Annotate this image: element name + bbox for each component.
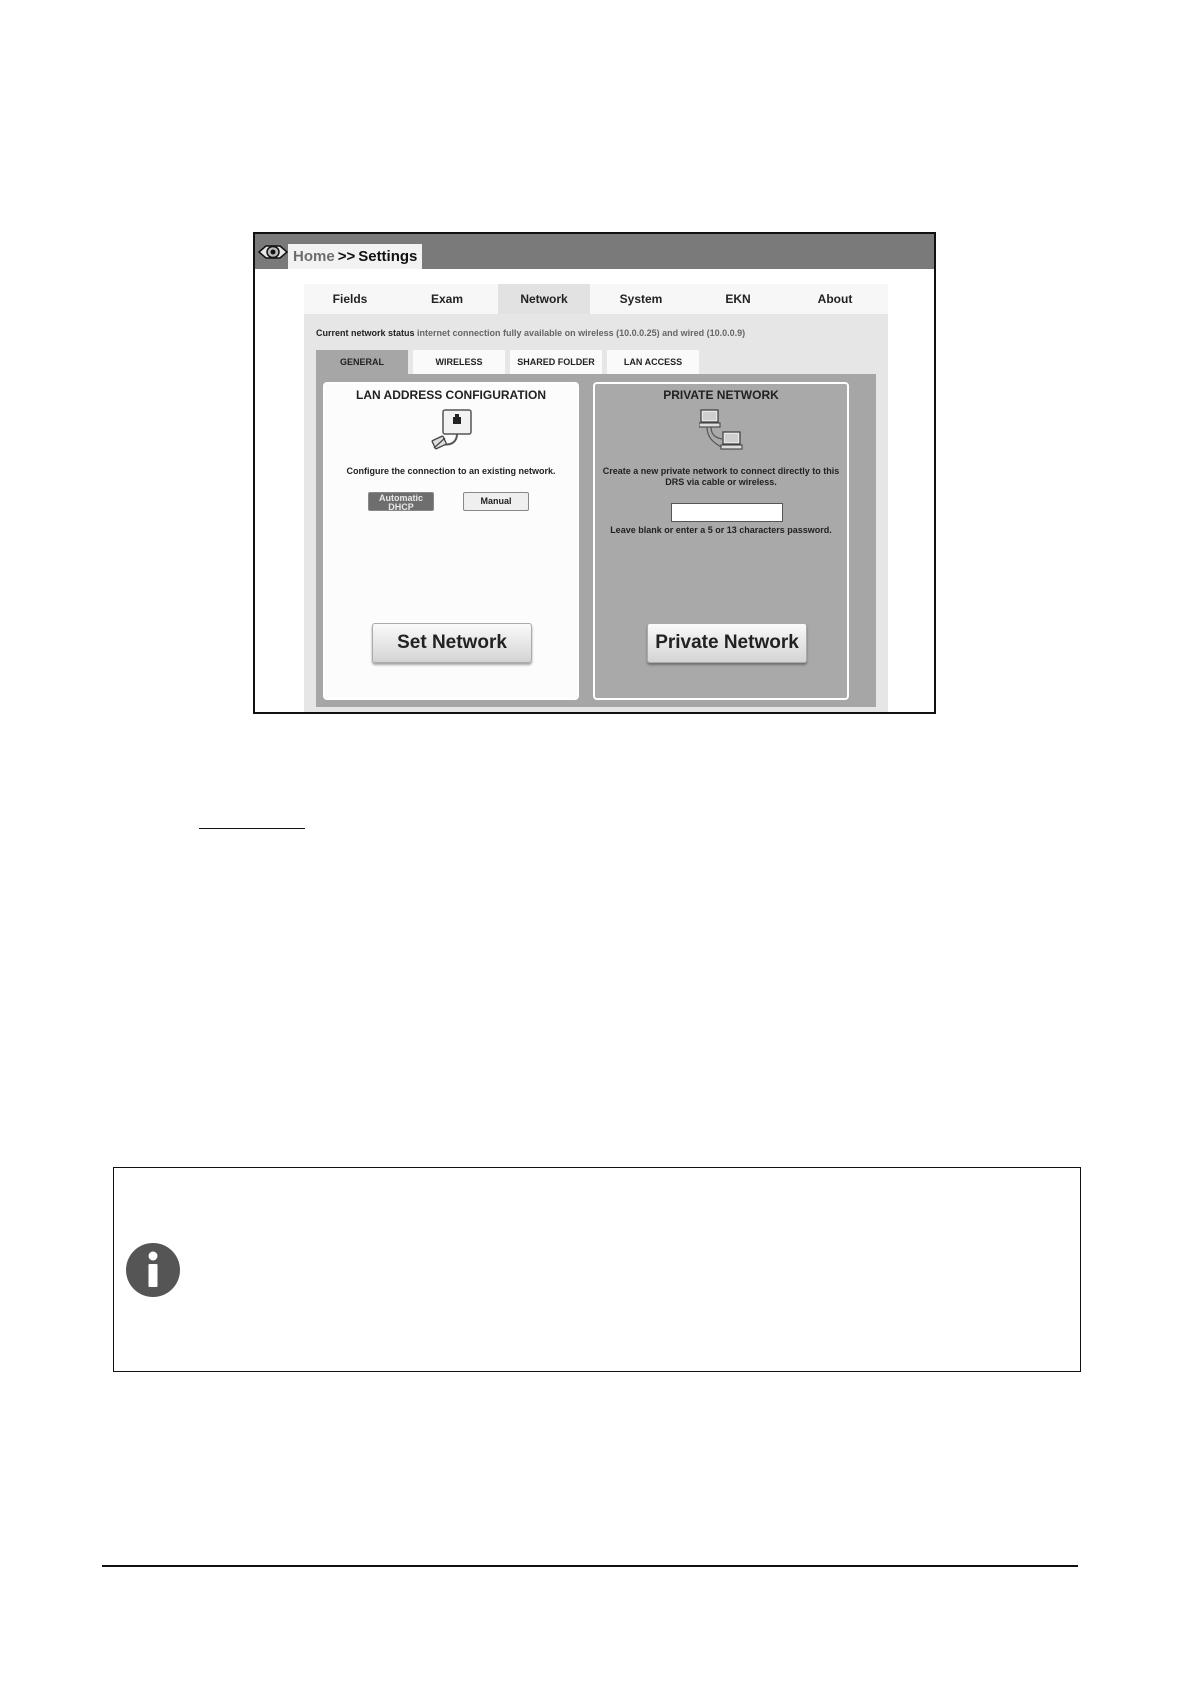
private-network-password-input[interactable]	[671, 503, 783, 522]
tab-fields[interactable]: Fields	[332, 292, 368, 306]
subtab-lan-access[interactable]: LAN ACCESS	[607, 350, 699, 374]
subtab-general[interactable]: GENERAL	[316, 350, 408, 374]
title-bar	[255, 234, 934, 269]
main-tabs	[304, 284, 888, 314]
automatic-dhcp-button[interactable]: Automatic DHCP	[368, 492, 434, 511]
eye-icon[interactable]	[258, 244, 288, 260]
private-network-description: Create a new private network to connect directly to this DRS via cable or wireless.	[602, 466, 840, 487]
network-status	[316, 328, 745, 338]
lan-config-title: LAN ADDRESS CONFIGURATION	[356, 388, 546, 402]
tab-ekn[interactable]: EKN	[725, 292, 751, 306]
settings-panel	[304, 284, 888, 714]
tab-exam[interactable]: Exam	[430, 292, 464, 306]
tab-about[interactable]: About	[817, 292, 853, 306]
info-icon	[125, 1242, 181, 1298]
network-status-label: Current network status	[316, 328, 415, 338]
network-content	[316, 374, 876, 707]
private-network-title: PRIVATE NETWORK	[663, 388, 779, 402]
breadcrumb-current: Settings	[358, 248, 418, 265]
breadcrumb-home-link[interactable]: Home	[293, 248, 335, 265]
app-screenshot	[253, 232, 936, 714]
password-hint: Leave blank or enter a 5 or 13 characters password.	[610, 525, 832, 535]
network-cable-icon	[431, 408, 475, 452]
tab-network[interactable]: Network	[498, 284, 590, 314]
breadcrumb-separator: >>	[337, 248, 356, 265]
subtab-shared-folder[interactable]: SHARED FOLDER	[510, 350, 602, 374]
tab-system[interactable]: System	[619, 292, 663, 306]
network-status-value: internet connection fully available on wireless (10.0.0.25) and wired (10.0.0.9)	[417, 328, 746, 338]
subtab-wireless[interactable]: WIRELESS	[413, 350, 505, 374]
set-network-button[interactable]: Set Network	[372, 623, 532, 663]
lan-config-description: Configure the connection to an existing network.	[346, 466, 556, 476]
footer-divider	[102, 1565, 1078, 1567]
info-note-box	[113, 1167, 1081, 1372]
link-underline	[199, 828, 305, 829]
private-network-box	[593, 382, 849, 700]
lan-config-box	[323, 382, 579, 700]
private-network-button[interactable]: Private Network	[647, 623, 807, 663]
breadcrumb	[288, 244, 422, 269]
computers-link-icon	[699, 408, 743, 452]
manual-button[interactable]: Manual	[463, 492, 529, 511]
